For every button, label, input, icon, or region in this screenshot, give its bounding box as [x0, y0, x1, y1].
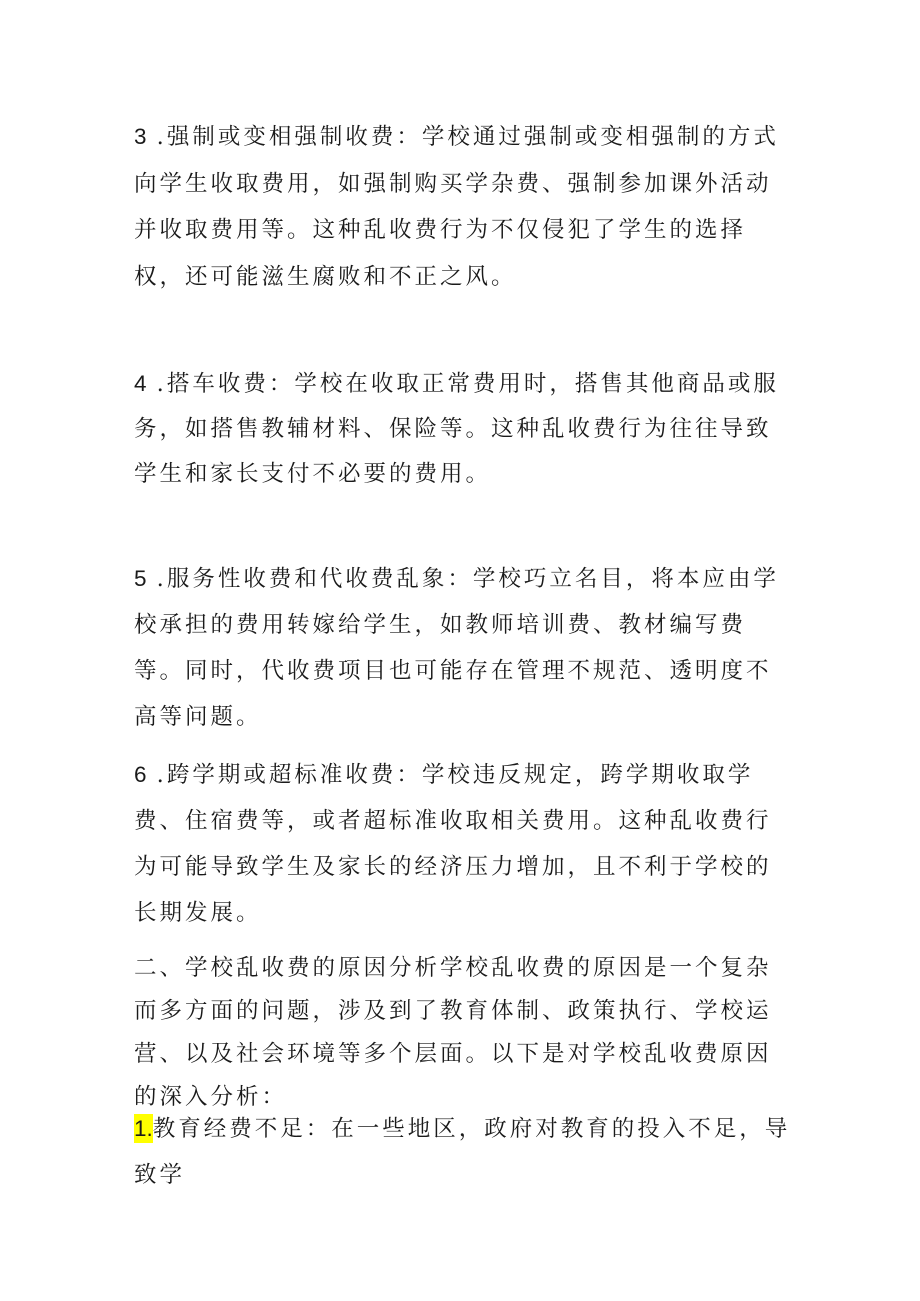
paragraph-text: .强制或变相强制收费：学校通过强制或变相强制的方式向学生收取费用，如强制购买学杂费、强制参加课外活动并收取费用等。这种乱收费行为不仅侵犯了学生的选择权，还可能滋生腐败和不正之风。 [134, 124, 779, 290]
highlighted-item-number: 1. [134, 1116, 153, 1141]
paragraph-item-3 [134, 114, 794, 300]
paragraph-text: .搭车收费：学校在收取正常费用时，搭售其他商品或服务，如搭售教辅材料、保险等。这种乱收费行为往往导致学生和家长支付不必要的费用。 [134, 371, 779, 487]
item-number: 3 [134, 124, 147, 149]
section-heading-paragraph [134, 947, 794, 1119]
paragraph-text: 二、学校乱收费的原因分析学校乱收费的原因是一个复杂而多方面的问题，涉及到了教育体制、政策执行、学校运营、以及社会环境等多个层面。以下是对学校乱收费原因的深入分析： [134, 955, 772, 1110]
item-number: 4 [134, 371, 147, 396]
paragraph-item-5 [134, 556, 794, 740]
paragraph-text: .跨学期或超标准收费：学校违反规定，跨学期收取学费、住宿费等，或者超标准收取相关费用。这种乱收费行为可能导致学生及家长的经济压力增加，且不利于学校的长期发展。 [134, 762, 772, 926]
paragraph-item-4 [134, 361, 794, 497]
paragraph-item-1 [134, 1106, 794, 1198]
item-number: 5 [134, 566, 147, 591]
paragraph-text: 教育经费不足：在一些地区，政府对教育的投入不足，导致学 [134, 1116, 791, 1188]
paragraph-text: .服务性收费和代收费乱象：学校巧立名目，将本应由学校承担的费用转嫁给学生，如教师培训费、教材编写费等。同时，代收费项目也可能存在管理不规范、透明度不高等问题。 [134, 566, 779, 730]
item-number: 6 [134, 762, 147, 787]
paragraph-item-6 [134, 752, 794, 936]
